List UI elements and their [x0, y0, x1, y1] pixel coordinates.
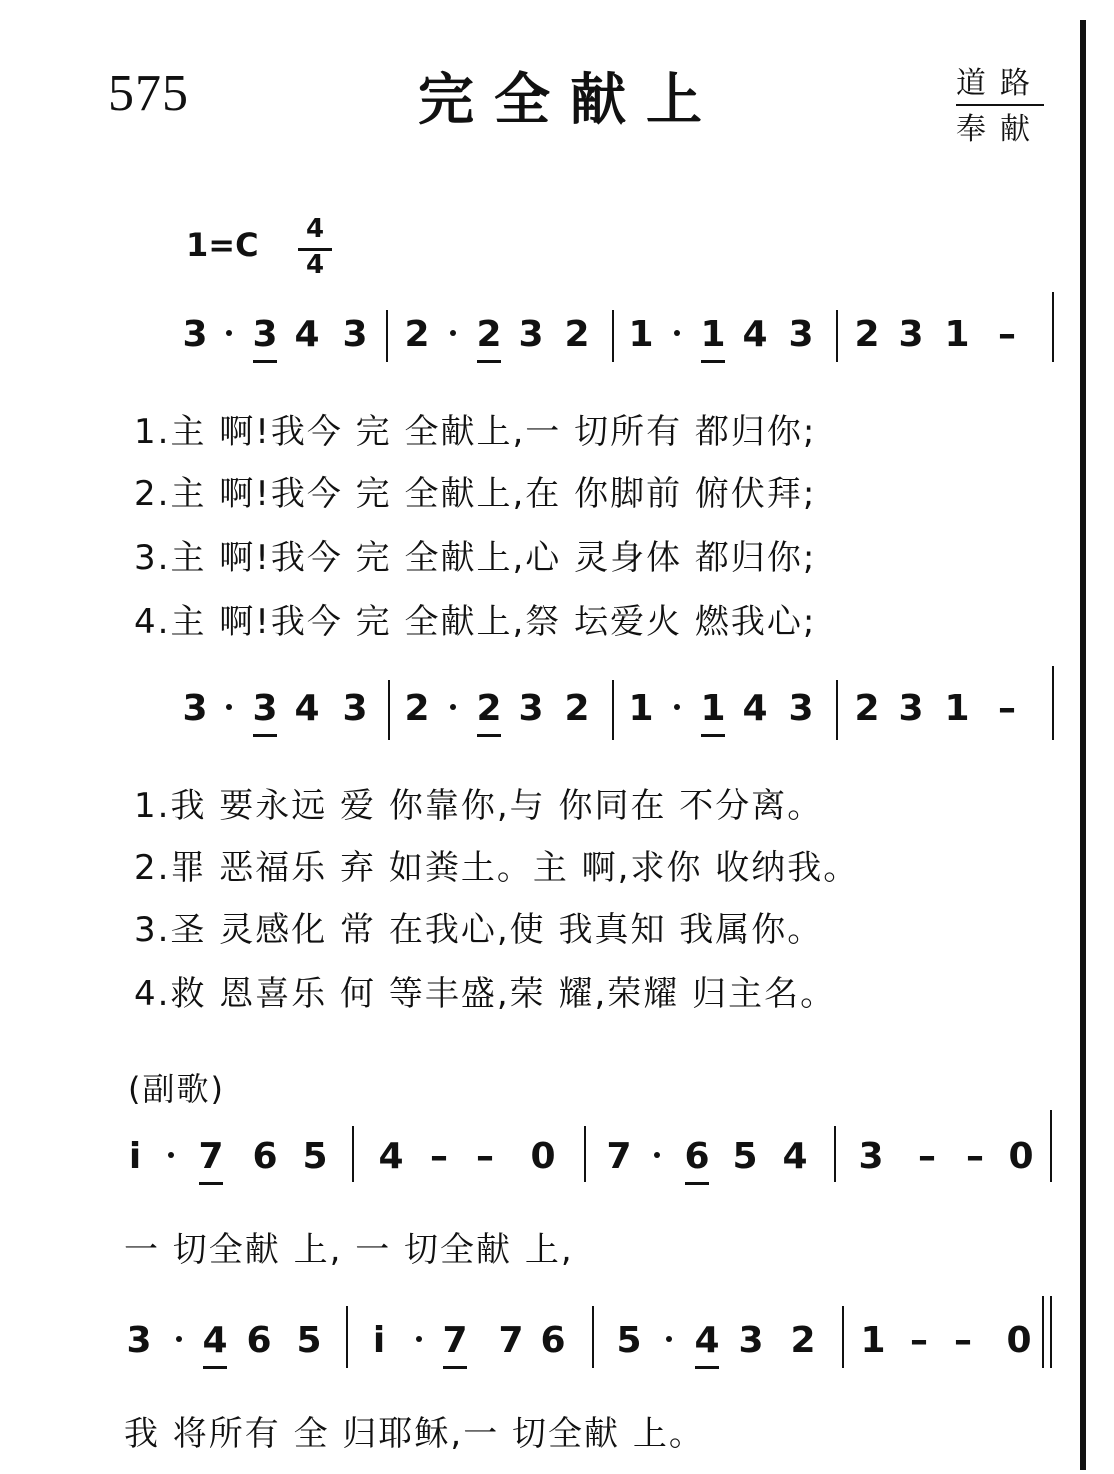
note: i — [372, 1320, 386, 1361]
note-underline — [477, 360, 501, 363]
key-signature: 1=C — [186, 226, 259, 264]
note-underline — [443, 1366, 467, 1369]
note-underline — [477, 734, 501, 737]
composer-credit: 奉献 — [956, 112, 1044, 147]
note: 2 — [854, 314, 880, 355]
barline — [352, 1126, 354, 1182]
dot-mark — [176, 1336, 182, 1342]
note: 2 — [790, 1320, 816, 1361]
chorus-lyric-1: 一 切全献 上, 一 切全献 上, — [124, 1230, 574, 1270]
barline — [834, 1126, 836, 1182]
note: 1 — [700, 688, 726, 729]
note: 2 — [854, 688, 880, 729]
note: 4 — [378, 1136, 404, 1177]
dot-mark — [416, 1336, 422, 1342]
barline — [836, 310, 838, 362]
note: 3 — [126, 1320, 152, 1361]
note: 4 — [782, 1136, 808, 1177]
note: 4 — [742, 314, 768, 355]
note-underline — [701, 360, 725, 363]
barline — [386, 310, 388, 362]
note: 4 — [294, 314, 320, 355]
hymn-number: 575 — [108, 65, 189, 122]
barline — [346, 1306, 348, 1368]
note: 5 — [302, 1136, 328, 1177]
note: 3 — [898, 314, 924, 355]
barline — [612, 310, 614, 362]
note: 3 — [342, 688, 368, 729]
note: 4 — [694, 1320, 720, 1361]
barline — [836, 680, 838, 740]
lyricist-credit: 道路 — [956, 58, 1044, 106]
note: 7 — [498, 1320, 524, 1361]
hymn-title: 完全献上 — [418, 68, 722, 133]
note-underline — [253, 360, 277, 363]
note: 7 — [198, 1136, 224, 1177]
note: 3 — [858, 1136, 884, 1177]
note: 3 — [898, 688, 924, 729]
verse-3-line-a: 3.主 啊!我今 完 全献上,心 灵身体 都归你; — [134, 538, 817, 578]
note: 2 — [564, 314, 590, 355]
dot-mark — [226, 704, 232, 710]
note: 4 — [742, 688, 768, 729]
note: 3 — [182, 688, 208, 729]
dot-mark — [450, 704, 456, 710]
note: 2 — [404, 314, 430, 355]
note: – — [954, 1320, 972, 1361]
note: 6 — [540, 1320, 566, 1361]
note: 5 — [296, 1320, 322, 1361]
barline — [1052, 292, 1054, 362]
note: 1 — [944, 688, 970, 729]
note: 3 — [738, 1320, 764, 1361]
verse-3-line-b: 3.圣 灵感化 常 在我心,使 我真知 我属你。 — [134, 910, 824, 950]
note: 0 — [1008, 1136, 1034, 1177]
note-underline — [695, 1366, 719, 1369]
note: 3 — [518, 314, 544, 355]
note: 4 — [294, 688, 320, 729]
barline — [1050, 1110, 1052, 1182]
note: 0 — [1006, 1320, 1032, 1361]
note: i — [128, 1136, 142, 1177]
note: – — [476, 1136, 494, 1177]
note: 3 — [788, 688, 814, 729]
note: 2 — [476, 314, 502, 355]
verse-4-line-a: 4.主 啊!我今 完 全献上,祭 坛爱火 燃我心; — [134, 602, 817, 642]
note: 7 — [442, 1320, 468, 1361]
barline — [1042, 1296, 1044, 1368]
note: 2 — [564, 688, 590, 729]
dot-mark — [674, 330, 680, 336]
note: 1 — [944, 314, 970, 355]
page-edge-rule — [1080, 20, 1086, 1470]
note: – — [918, 1136, 936, 1177]
dot-mark — [226, 330, 232, 336]
note: 1 — [628, 688, 654, 729]
chorus-label: (副歌) — [128, 1070, 225, 1108]
barline — [842, 1306, 844, 1368]
verse-1-line-b: 1.我 要永远 爱 你靠你,与 你同在 不分离。 — [134, 786, 824, 826]
barline — [1052, 666, 1054, 740]
barline — [612, 680, 614, 740]
note: 0 — [530, 1136, 556, 1177]
note: 3 — [182, 314, 208, 355]
barline — [388, 680, 390, 740]
verse-4-line-b: 4.救 恩喜乐 何 等丰盛,荣 耀,荣耀 归主名。 — [134, 974, 837, 1014]
note: 5 — [616, 1320, 642, 1361]
note: – — [966, 1136, 984, 1177]
dot-mark — [168, 1152, 174, 1158]
note-underline — [701, 734, 725, 737]
note: 2 — [476, 688, 502, 729]
note: 5 — [732, 1136, 758, 1177]
note: – — [998, 688, 1016, 729]
note: 3 — [342, 314, 368, 355]
note: – — [998, 314, 1016, 355]
note: 1 — [860, 1320, 886, 1361]
note: 6 — [252, 1136, 278, 1177]
note-underline — [199, 1182, 223, 1185]
note: 3 — [788, 314, 814, 355]
dot-mark — [666, 1336, 672, 1342]
note: 7 — [606, 1136, 632, 1177]
verse-1-line-a: 1.主 啊!我今 完 全献上,一 切所有 都归你; — [134, 412, 817, 452]
note: 3 — [252, 314, 278, 355]
note-underline — [203, 1366, 227, 1369]
dot-mark — [450, 330, 456, 336]
barline — [592, 1306, 594, 1368]
note: – — [430, 1136, 448, 1177]
verse-2-line-b: 2.罪 恶福乐 弃 如粪土。主 啊,求你 收纳我。 — [134, 848, 860, 888]
note: 6 — [246, 1320, 272, 1361]
note: 2 — [404, 688, 430, 729]
note-underline — [253, 734, 277, 737]
note-underline — [685, 1182, 709, 1185]
note: 3 — [252, 688, 278, 729]
note: 4 — [202, 1320, 228, 1361]
note: 1 — [700, 314, 726, 355]
chorus-lyric-2: 我 将所有 全 归耶稣,一 切全献 上。 — [124, 1414, 705, 1454]
note: 3 — [518, 688, 544, 729]
time-signature-top: 4 — [305, 214, 325, 244]
dot-mark — [674, 704, 680, 710]
time-signature-bottom: 4 — [305, 250, 325, 280]
dot-mark — [654, 1152, 660, 1158]
barline — [1050, 1296, 1052, 1368]
note: 6 — [684, 1136, 710, 1177]
note: 1 — [628, 314, 654, 355]
barline — [584, 1126, 586, 1182]
note: – — [910, 1320, 928, 1361]
verse-2-line-a: 2.主 啊!我今 完 全献上,在 你脚前 俯伏拜; — [134, 474, 817, 514]
